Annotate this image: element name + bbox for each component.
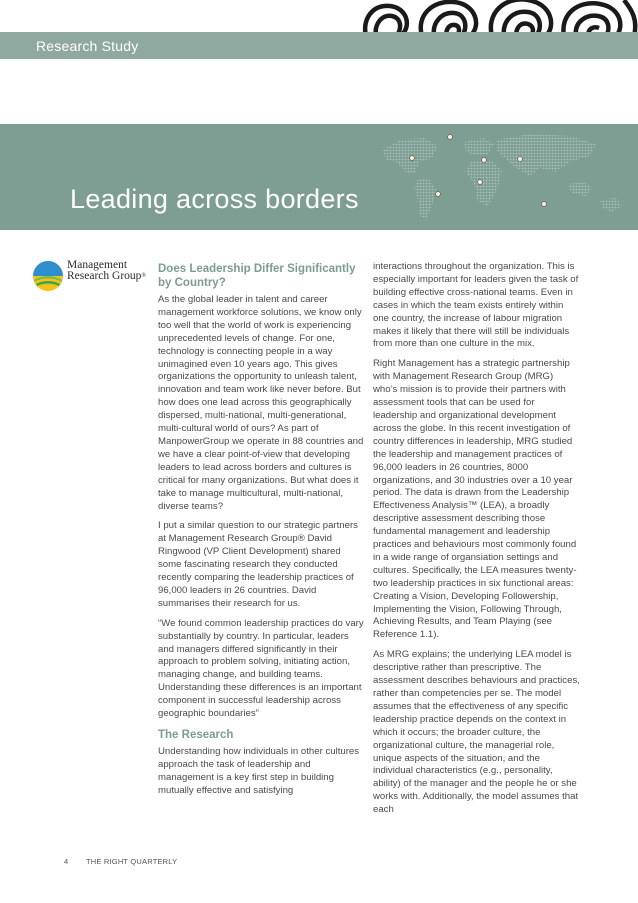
quote-paragraph: “We found common leadership practices do vary substantially by country. In particular, leaders and managers differed significantly in their approach to problem solving, initiating action, managing change, and building teams. Understanding these differences is an important component in successful leadership across geographic boundaries” bbox=[158, 617, 364, 720]
paragraph: As MRG explains; the underlying LEA model is descriptive rather than prescriptive. The assessment describes behaviours and practices, rather than competencies per se. The model assumes that the effectiveness of any specific leadership practice depends on the context in which it occurs; the broader culture, the organizational culture, the managerial role, unique aspects of the situation, and the individual characteristics (e.g., personality, ability) of the manager and the people he or she works with. Additionally, the model assumes that each bbox=[373, 649, 580, 816]
section-heading-differ: Does Leadership Differ Significantly by Country? bbox=[158, 263, 356, 289]
section-heading-research: The Research bbox=[158, 729, 234, 741]
publication-name: THE RIGHT QUARTERLY bbox=[86, 857, 178, 866]
paragraph: interactions throughout the organization. This is especially important for leaders given the task of building effective cross-national teams. Even in cases in which the team exists entirely within one country, the increase of labour migration makes it likely that there will still be individuals from more than one culture in the mix. bbox=[373, 261, 579, 350]
paragraph: Understanding how individuals in other cultures approach the task of leadership and management is a key first step in building mutually effective and satisfying bbox=[158, 746, 360, 796]
paragraph: Right Management has a strategic partnership with Management Research Group (MRG) who’s mission is to provide their partners with assessment tools that can be used for leadership and organizational development across the globe. In this recent investigation of country differences in leadership, MRG studied the leadership and management practices of 96,000 leaders in 26 countries, 8000 organizations, and 30 industries over a 10 year period. The data is drawn from the Leadership Effectiveness Analysis™ (LEA), a broadly descriptive assessment describing those fundamental management and leadership practices and behaviours most commonly found in a wide range of organsiation settings and cultures. Specifically, the LEA measures twenty-two leadership practices in six functional areas: Creating a Vision, Developing Followership, Implementing the Vision, Following Through, Achieving Results, and Team Playing (see Reference 1.1). bbox=[373, 358, 577, 641]
globe-logo-icon bbox=[32, 260, 64, 292]
paragraph: As the global leader in talent and career management workforce solutions, we know only too well that the world of work is experiencing unprecedented levels of change. For one, technology is connecting people in a way unimagined even 10 years ago. This gives organizations the opportunity to unleash talent, innovation and team work like never before. But how does one lead across this geographically dispersed, multi-national, multi-generational, multi-cultural world of ours? As part of ManpowerGroup we operate in 88 countries and we have a clear point-of-view that developing leaders to lead across borders and cultures is critical for many organizations. But what does it take to manage multicultural, multi-national, diverse teams? bbox=[158, 294, 364, 512]
registered-mark: ® bbox=[141, 273, 146, 279]
article-column-right bbox=[373, 261, 580, 824]
logo-wordmark bbox=[67, 260, 146, 282]
world-map-icon bbox=[380, 128, 630, 228]
page-title: Leading across borders bbox=[70, 184, 359, 214]
page-number: 4 bbox=[64, 857, 69, 866]
logo-line-2: Research Group bbox=[67, 270, 142, 282]
paragraph: I put a similar question to our strategic partners at Management Research Group® David Ringwood (VP Client Development) shared some fascinating research they conducted recently comparing the leadership practices of 96,000 leaders in 26 countries. David summarises their research for us. bbox=[158, 520, 358, 609]
mrg-logo bbox=[32, 260, 158, 294]
logo-line-1: Management bbox=[67, 259, 128, 271]
swirl-decoration-icon bbox=[352, 0, 638, 36]
article-column-left bbox=[158, 262, 364, 805]
section-label: Research Study bbox=[36, 38, 139, 54]
